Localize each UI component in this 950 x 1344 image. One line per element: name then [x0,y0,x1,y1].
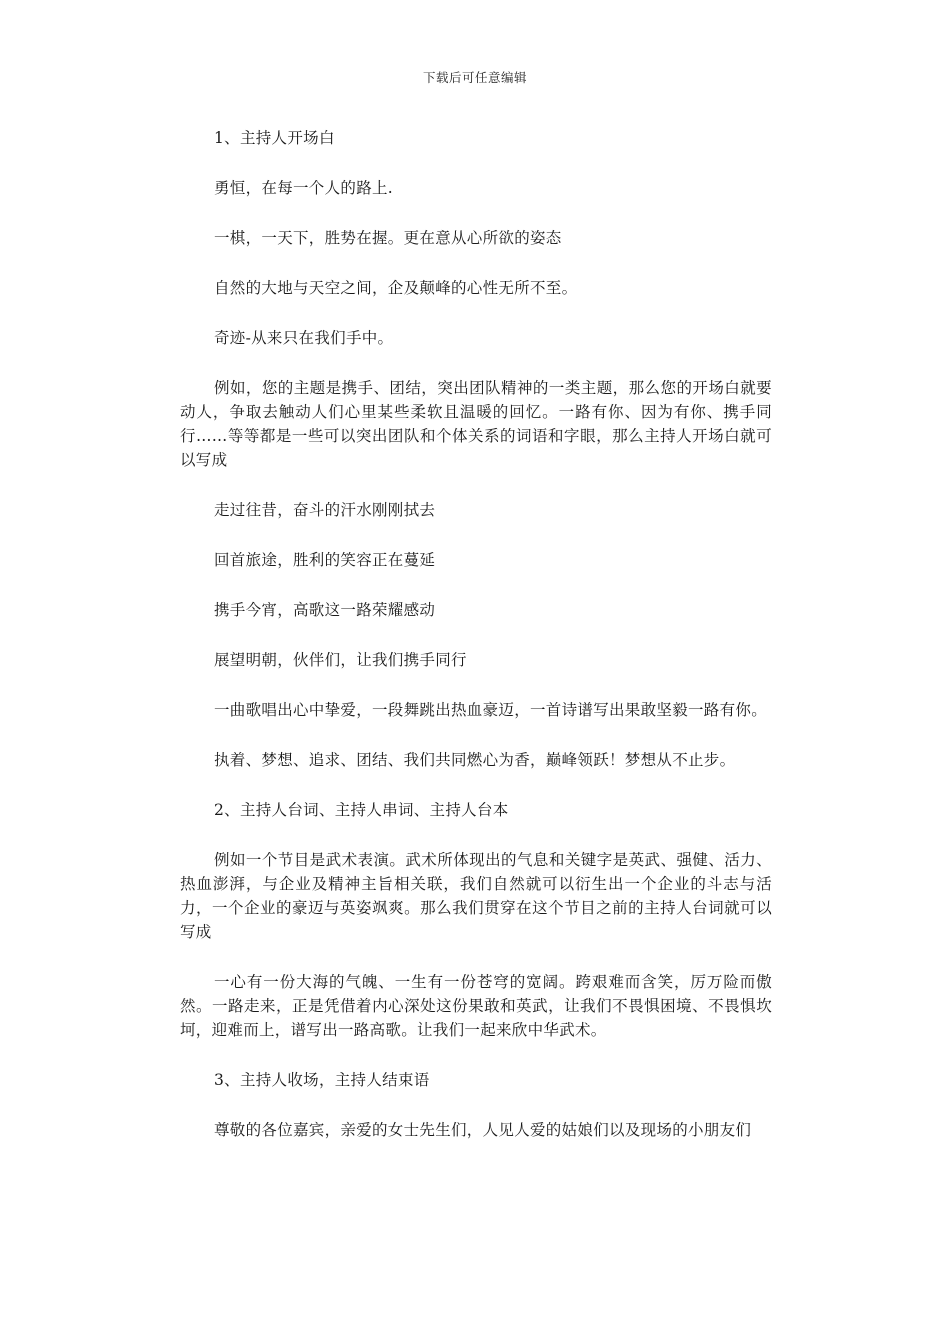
section-heading-opening: 1、主持人开场白 [214,129,335,147]
paragraph: 例如，您的主题是携手、团结，突出团队精神的一类主题，那么您的开场白就要动人，争取去触动人们心里某些柔软且温暖的回忆。一路有你、因为有你、携手同行……等等都是一些可以突出团队和个体关系的词语和字眼，那么主持人开场白就可以写成 [180,379,772,469]
paragraph: 携手今宵，高歌这一路荣耀感动 [214,601,436,619]
paragraph: 走过往昔，奋斗的汗水刚刚拭去 [214,501,436,519]
page-header: 下载后可任意编辑 [422,70,527,85]
document-body [180,126,772,1168]
paragraph: 展望明朝，伙伴们，让我们携手同行 [214,651,467,669]
paragraph: 奇迹-从来只在我们手中。 [214,329,394,347]
paragraph: 尊敬的各位嘉宾，亲爱的女士先生们，人见人爱的姑娘们以及现场的小朋友们 [214,1121,752,1139]
paragraph: 回首旅途，胜利的笑容正在蔓延 [214,551,436,569]
paragraph: 勇恒，在每一个人的路上. [214,179,394,197]
paragraph: 一心有一份大海的气魄、一生有一份苍穹的宽阔。跨艰难而含笑，厉万险而傲然。一路走来，正是凭借着内心深处这份果敢和英武，让我们不畏惧困境、不畏惧坎坷，迎难而上，谱写出一路高歌。让我们一起来欣中华武术。 [180,973,772,1039]
paragraph: 一曲歌唱出心中挚爱，一段舞跳出热血豪迈，一首诗谱写出果敢坚毅一路有你。 [214,701,768,719]
paragraph: 一棋，一天下，胜势在握。更在意从心所欲的姿态 [214,229,562,247]
paragraph: 自然的大地与天空之间，企及颠峰的心性无所不至。 [214,279,578,297]
section-heading-script: 2、主持人台词、主持人串词、主持人台本 [214,801,509,819]
paragraph: 例如一个节目是武术表演。武术所体现出的气息和关键字是英武、强健、活力、热血澎湃，与企业及精神主旨相关联，我们自然就可以衍生出一个企业的斗志与活力，一个企业的豪迈与英姿飒爽。那么我们贯穿在这个节目之前的主持人台词就可以写成 [180,851,772,941]
section-heading-closing: 3、主持人收场，主持人结束语 [214,1071,430,1089]
paragraph: 执着、梦想、追求、团结、我们共同燃心为香，巅峰领跃！梦想从不止步。 [214,751,736,769]
